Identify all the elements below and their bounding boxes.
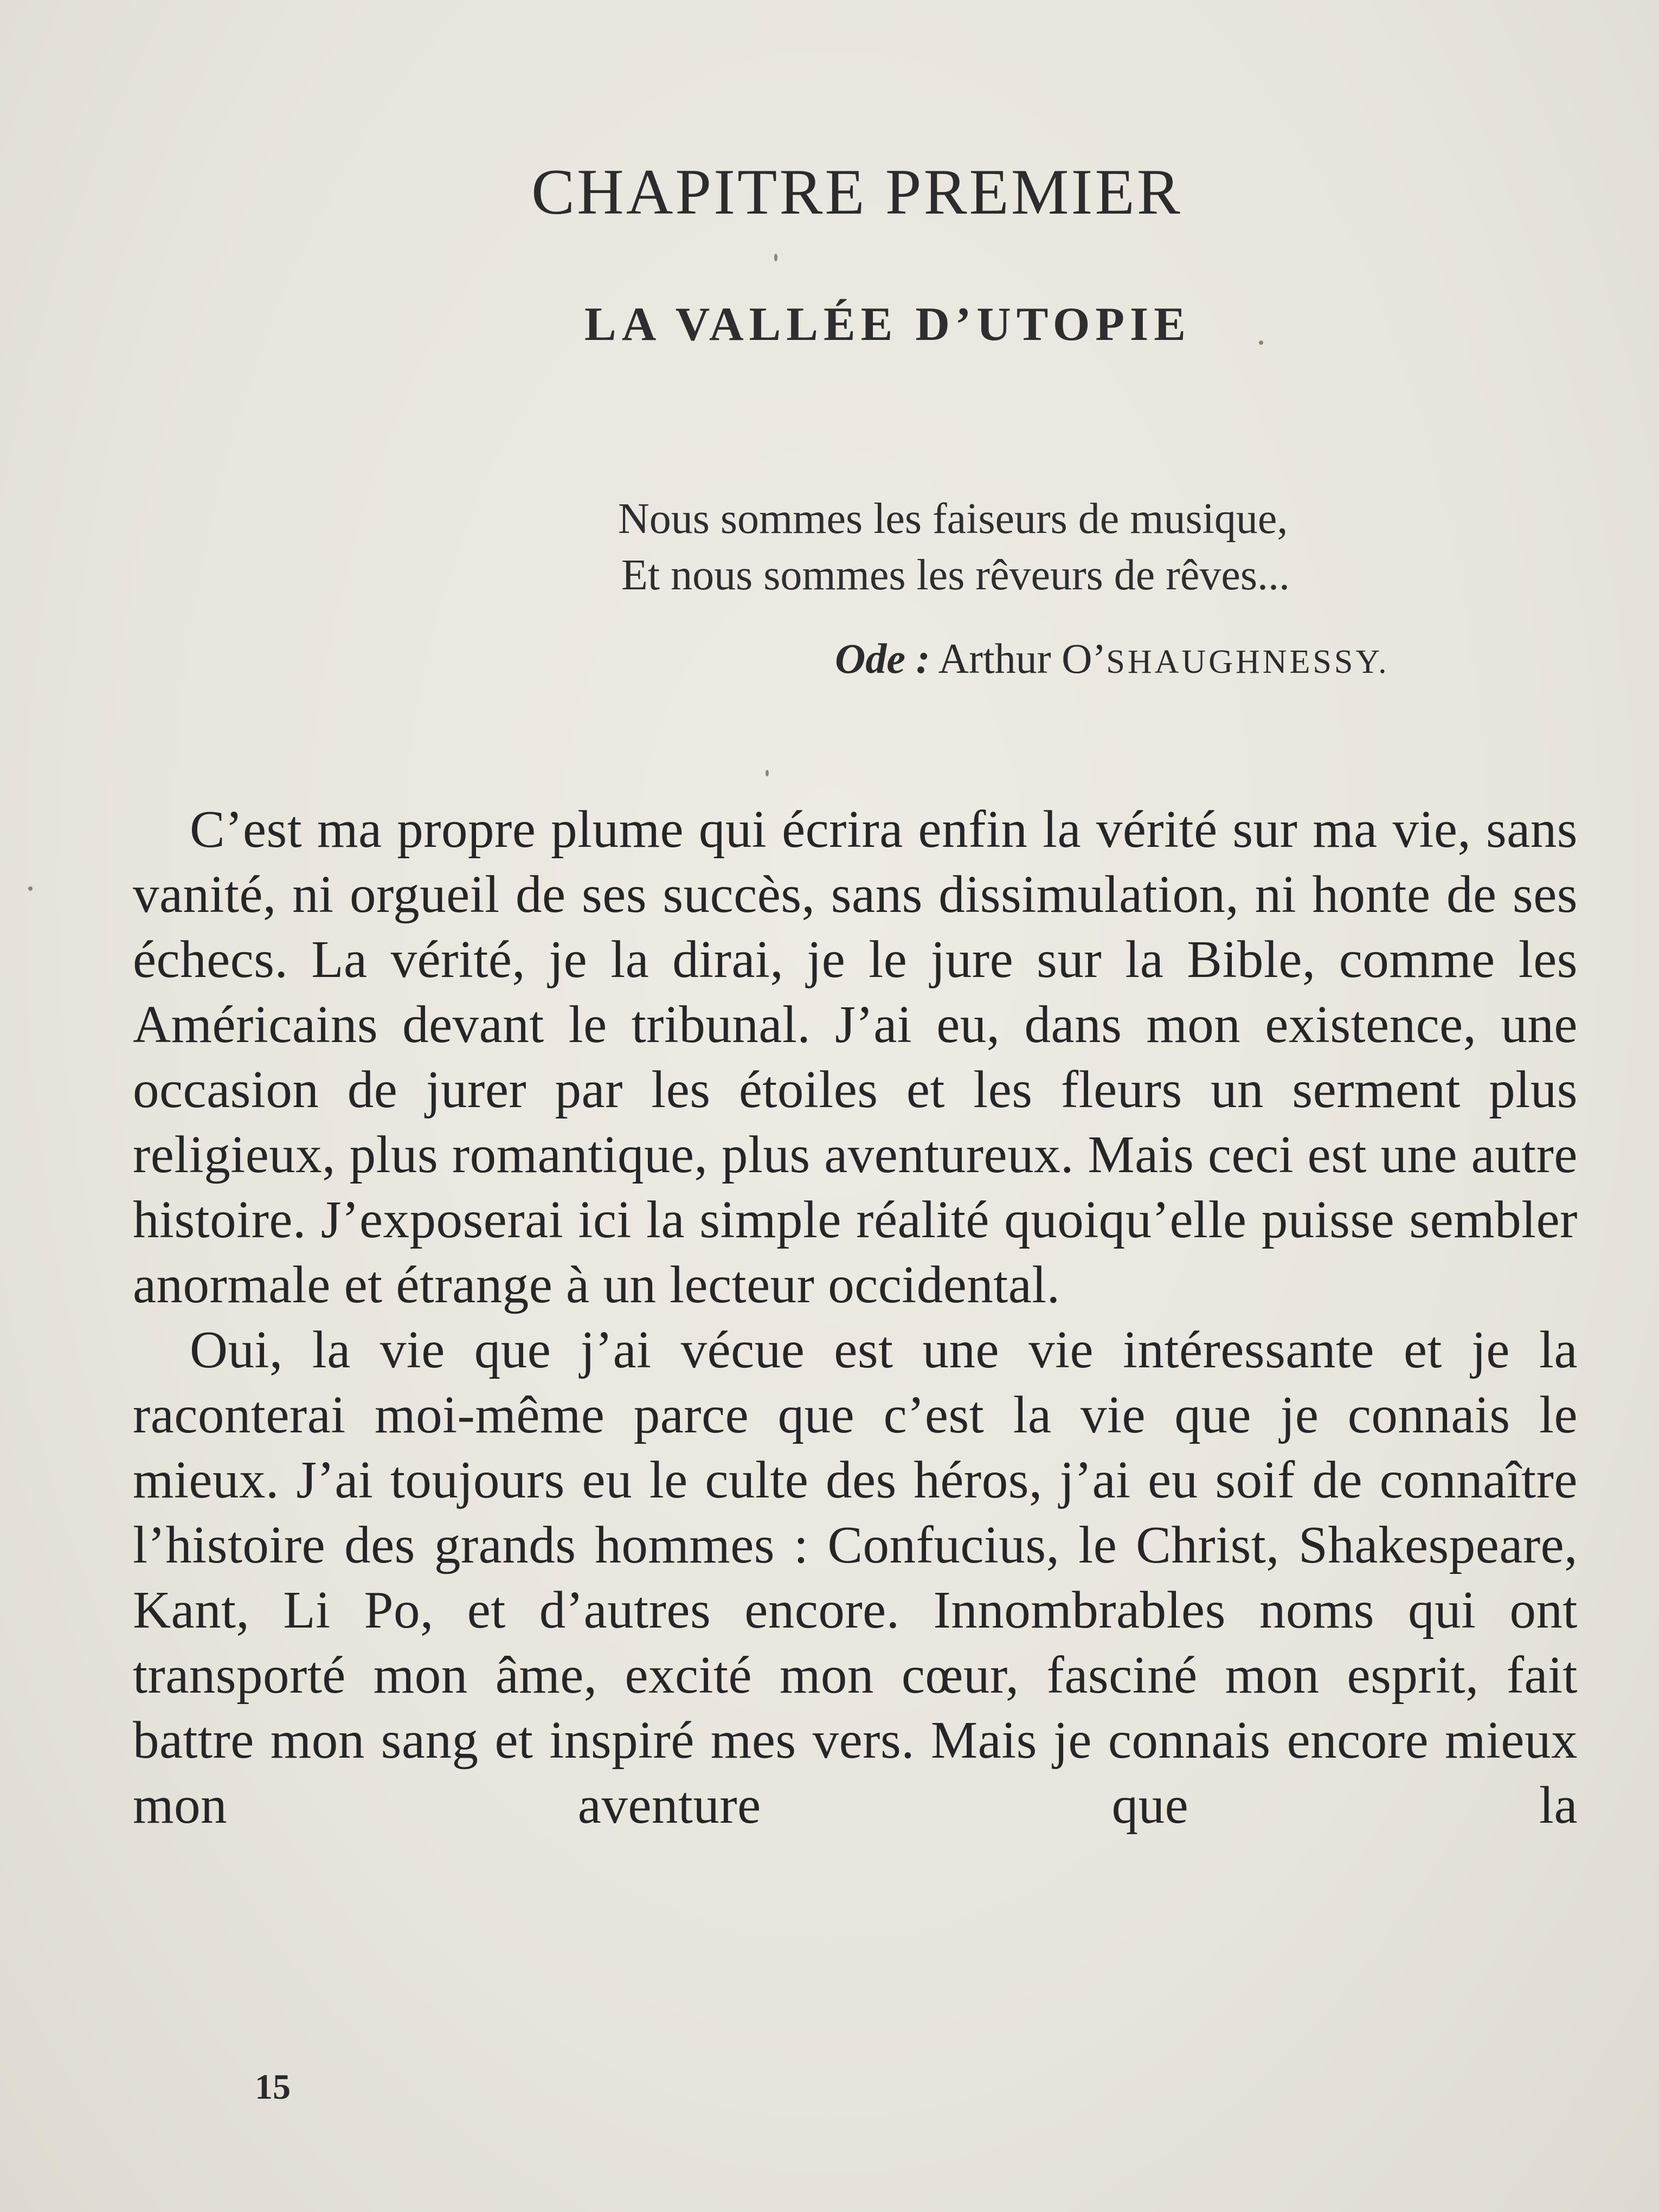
epigraph-line: Nous sommes les faiseurs de musique, — [618, 495, 1288, 543]
epigraph-line: Et nous sommes les rêveurs de rêves... — [621, 551, 1290, 599]
paragraph: Oui, la vie que j’ai vécue est une vie intéressante et je la raconterai moi-même parce que c’est la vie que je connais le mieux. J’ai toujours eu le culte des héros, j’ai eu soif de connaître l’histoire des grands hommes : Confucius, le Christ, Shakespeare, Kant, Li Po, et d’autres encore. Innombrables noms qui ont transporté mon âme, excité mon cœur, fasciné mon esprit, fait battre mon sang et inspiré mes vers. Mais je connais encore mieux mon aventure que la — [133, 1321, 1578, 1834]
attribution-author-last: SHAUGHNESSY. — [1106, 644, 1390, 680]
paragraph: C’est ma propre plume qui écrira enfin la vérité sur ma vie, sans vanité, ni orgueil de ses succès, sans dissimulation, ni honte de ses échecs. La vérité, je la dirai, je le jure sur la Bible, comme les Américains devant le tribunal. J’ai eu, dans mon existence, une occasion de jurer par les étoiles et les fleurs un serment plus religieux, plus romantique, plus aventureux. Mais ceci est une autre histoire. J’exposerai ici la simple réalité quoiqu’elle puisse sembler anormale et étrange à un lecteur occidental. — [133, 800, 1578, 1314]
chapter-title: CHAPITRE PREMIER — [531, 156, 1182, 228]
attribution-work: Ode : — [835, 635, 930, 682]
epigraph — [618, 491, 1290, 603]
page-number: 15 — [255, 2067, 291, 2107]
body-text — [133, 797, 1578, 1838]
paper-speck — [1259, 340, 1263, 345]
epigraph-attribution — [835, 634, 1390, 683]
paper-speck — [774, 254, 777, 261]
paper-speck — [766, 770, 769, 776]
chapter-subtitle: LA VALLÉE D’UTOPIE — [584, 298, 1191, 351]
paper-speck — [28, 886, 33, 891]
attribution-author-first: Arthur O’ — [938, 635, 1107, 682]
